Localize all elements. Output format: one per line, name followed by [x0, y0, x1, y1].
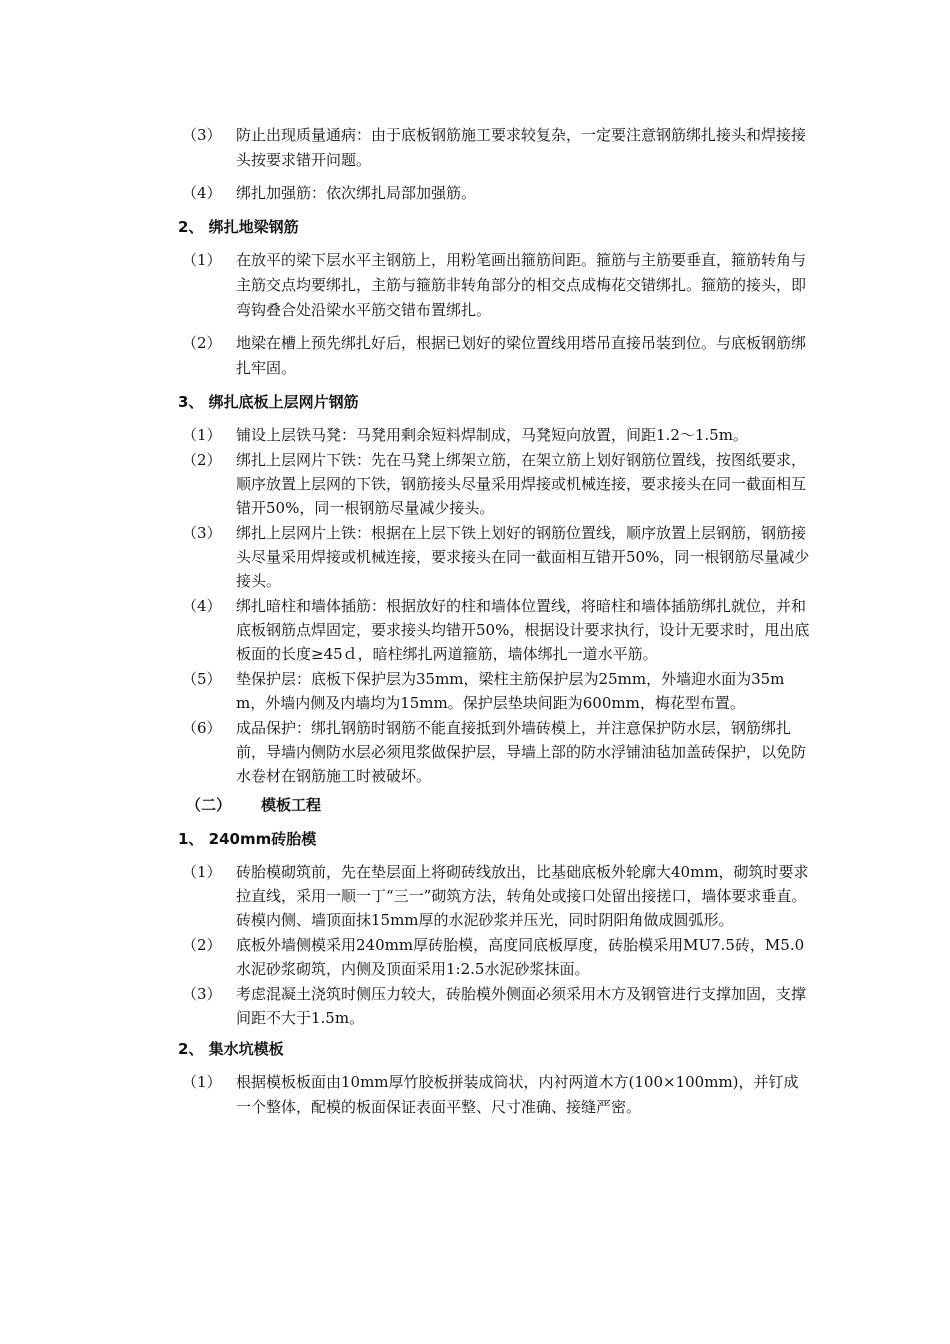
item-number: （1） — [182, 863, 222, 881]
item-text: 铺设上层铁马凳：马凳用剩余短料焊制成，马凳短向放置，间距1.2～1.5m。 — [236, 426, 748, 444]
item-number: （3） — [182, 985, 222, 1003]
list-item — [0, 331, 950, 381]
item-number: （2） — [182, 334, 222, 352]
list-item — [0, 181, 950, 206]
item-text: 成品保护：绑扎钢筋时钢筋不能直接抵到外墙砖模上，并注意保护防水层，钢筋绑扎前，导墙内侧防水层必须甩浆做保护层，导墙上部的防水浮铺油毡加盖砖保护，以免防水卷材在钢筋施工时被破坏。 — [236, 719, 807, 785]
document-content — [0, 123, 950, 1128]
list-item — [0, 860, 950, 932]
item-number: （6） — [182, 719, 222, 737]
list-item — [0, 448, 950, 520]
item-text: 根据模板板面由10mm厚竹胶板拼装成筒状，内衬两道木方(100×100mm)，并钉成一个整体，配模的板面保证表面平整、尺寸准确、接缝严密。 — [236, 1073, 799, 1116]
list-item — [0, 423, 950, 447]
list-item — [0, 123, 950, 173]
item-text: 地梁在槽上预先绑扎好后，根据已划好的梁位置线用塔吊直接吊装到位。与底板钢筋绑扎牢固。 — [236, 334, 807, 377]
item-text: 绑扎上层网片上铁：根据在上层下铁上划好的钢筋位置线，顺序放置上层钢筋，钢筋接头尽量采用焊接或机械连接，要求接头在同一截面相互错开50%，同一根钢筋尽量减少接头。 — [236, 524, 810, 590]
heading-sump-formwork: 2、 集水坑模板 — [178, 1040, 284, 1058]
heading-ground-beam: 2、 绑扎地梁钢筋 — [178, 218, 299, 236]
heading-upper-mesh: 3、 绑扎底板上层网片钢筋 — [178, 393, 359, 411]
list-item — [0, 933, 950, 981]
item-text: 底板外墙侧模采用240mm厚砖胎模，高度同底板厚度，砖胎模采用MU7.5砖，M5.0水泥砂浆砌筑，内侧及顶面采用1:2.5水泥砂浆抹面。 — [236, 936, 805, 978]
item-number: （2） — [182, 451, 222, 469]
heading-brick-mould: 1、 240mm砖胎模 — [178, 830, 317, 848]
item-text: 绑扎暗柱和墙体插筋：根据放好的柱和墙体位置线，将暗柱和墙体插筋绑扎就位，并和底板钢筋点焊固定，要求接头均错开50%，根据设计要求执行，设计无要求时，甩出底板面的长度≥45ｄ，暗柱绑扎两道箍筋，墙体绑扎一道水平筋。 — [236, 597, 810, 663]
item-text: 考虑混凝土浇筑时侧压力较大，砖胎模外侧面必须采用木方及钢管进行支撑加固，支撑间距不大于1.5m。 — [236, 985, 807, 1027]
item-number: （3） — [182, 126, 222, 144]
section-title: 模板工程 — [261, 796, 322, 814]
item-number: （1） — [182, 1073, 222, 1091]
item-text: 防止出现质量通病：由于底板钢筋施工要求较复杂，一定要注意钢筋绑扎接头和焊接接头按要求错开问题。 — [236, 126, 807, 169]
section-heading-formwork — [0, 792, 950, 818]
item-text: 绑扎加强筋：依次绑扎局部加强筋。 — [236, 184, 477, 202]
item-number: （4） — [182, 597, 222, 615]
list-item — [0, 716, 950, 788]
item-number: （4） — [182, 184, 222, 202]
item-number: （1） — [182, 426, 222, 444]
item-text: 绑扎上层网片下铁：先在马凳上绑架立筋，在架立筋上划好钢筋位置线，按图纸要求，顺序放置上层网的下铁，钢筋接头尽量采用焊接或机械连接，要求接头在同一截面相互错开50%，同一根钢筋尽量减少接头。 — [236, 451, 807, 517]
item-number: （2） — [182, 936, 222, 954]
item-text: 在放平的梁下层水平主钢筋上，用粉笔画出箍筋间距。箍筋与主筋要垂直，箍筋转角与主筋交点均要绑扎，主筋与箍筋非转角部分的相交点成梅花交错绑扎。箍筋的接头，即弯钩叠合处沿梁水平筋交错布置绑扎。 — [236, 251, 807, 319]
list-item — [0, 521, 950, 593]
item-number: （1） — [182, 251, 222, 269]
item-number: （5） — [182, 670, 222, 688]
item-number: （3） — [182, 524, 222, 542]
list-item — [0, 1070, 950, 1120]
list-item — [0, 248, 950, 323]
item-text: 砖胎模砌筑前，先在垫层面上将砌砖线放出，比基础底板外轮廓大40mm，砌筑时要求拉直线，采用一顺一丁“三一”砌筑方法，转角处或接口处留出接搓口，墙体要求垂直。砖模内侧、墙顶面抹15mm厚的水泥砂浆并压光，同时阴阳角做成圆弧形。 — [236, 863, 809, 929]
section-number: （二） — [186, 796, 232, 814]
list-item — [0, 982, 950, 1030]
list-item — [0, 594, 950, 666]
item-text: 垫保护层：底板下保护层为35mm，梁柱主筋保护层为25mm，外墙迎水面为35mm，外墙内侧及内墙均为15mm。保护层垫块间距为600mm，梅花型布置。 — [236, 670, 785, 712]
list-item — [0, 667, 950, 715]
